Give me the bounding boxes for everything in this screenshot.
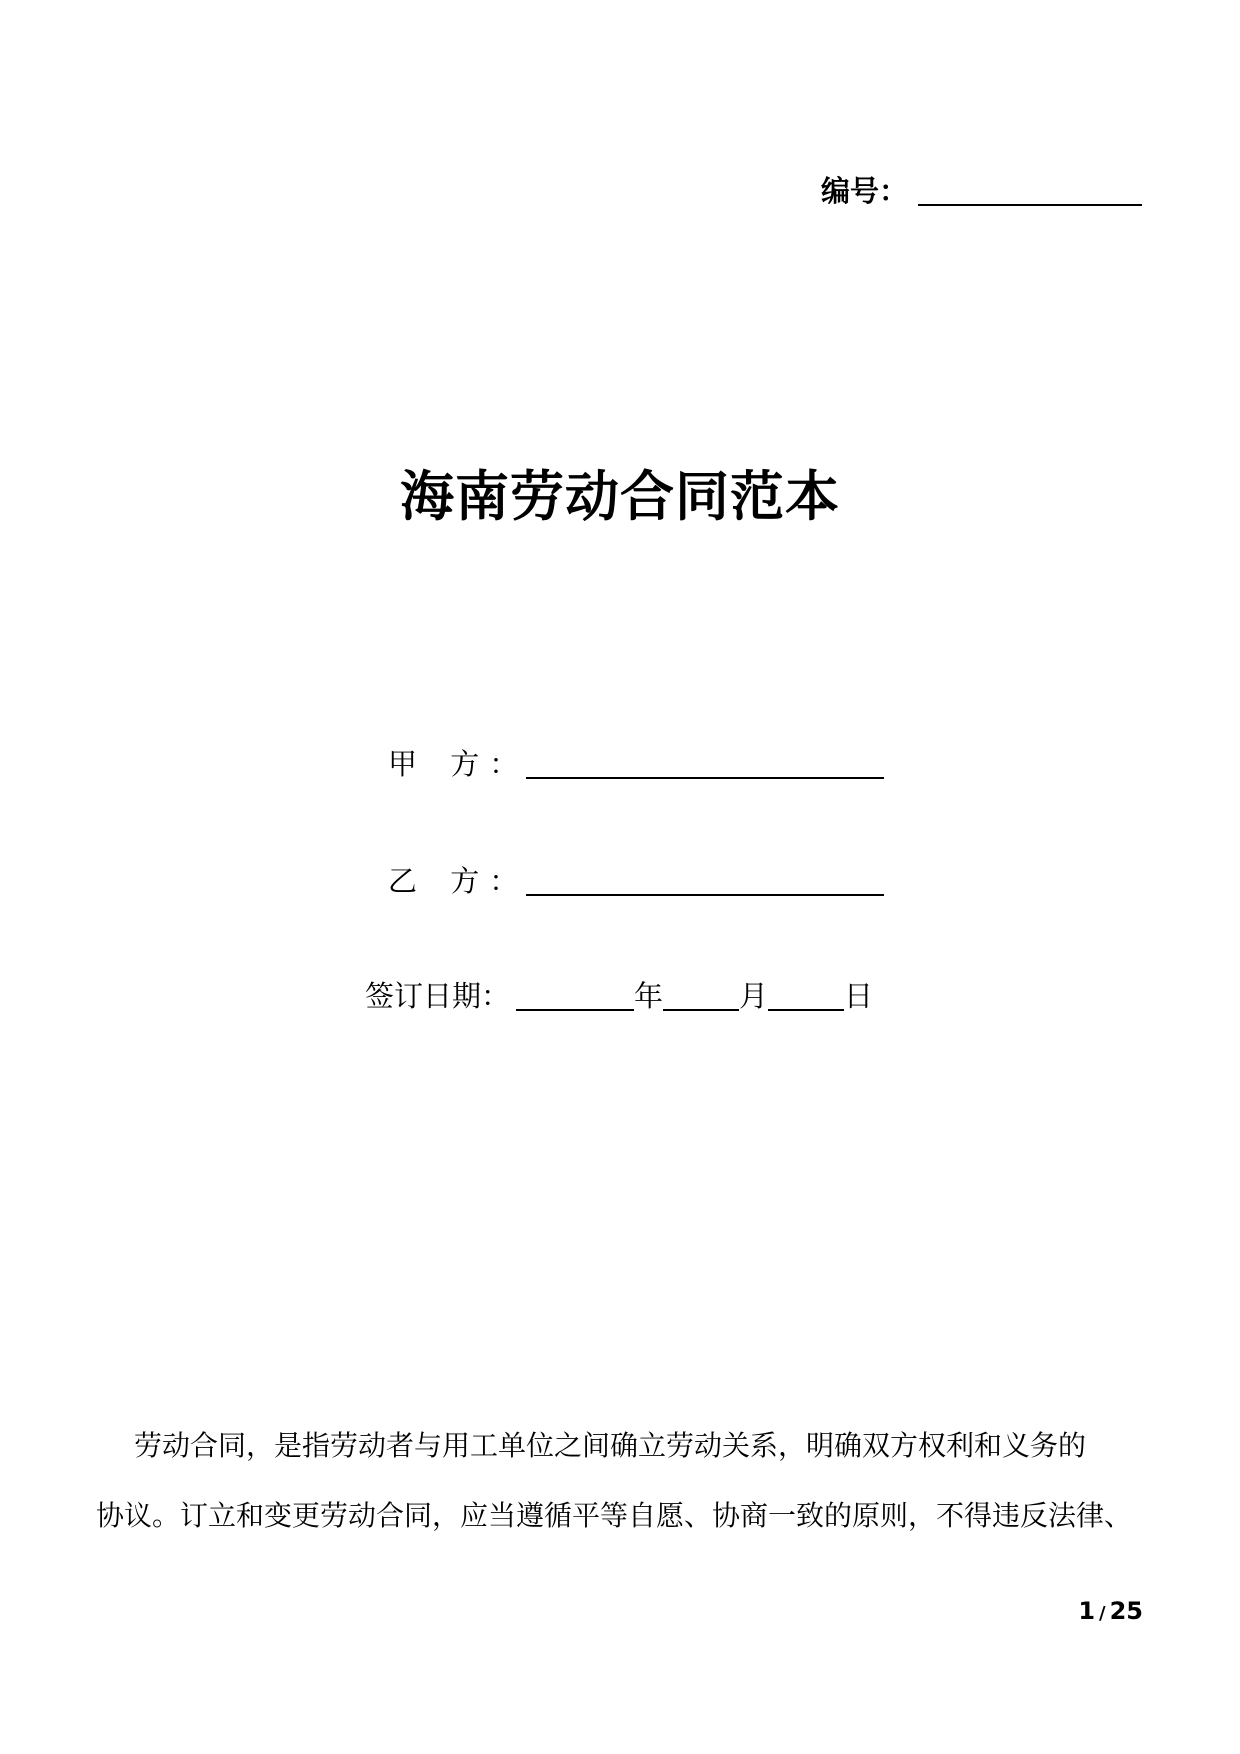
party-b-field — [388, 866, 884, 896]
party-b-colon: ： — [489, 864, 519, 898]
serial-number-blank[interactable] — [918, 176, 1142, 206]
intro-line-1: 劳动合同，是指劳动者与用工单位之间确立劳动关系，明确双方权利和义务的 — [134, 1429, 1087, 1462]
party-a-blank[interactable] — [526, 749, 884, 779]
page-current: 1 — [1078, 1597, 1096, 1625]
sign-day-unit: 日 — [844, 979, 874, 1013]
sign-year-unit: 年 — [634, 979, 664, 1013]
page-total: 25 — [1109, 1597, 1143, 1625]
serial-number-label: 编号： — [820, 174, 908, 208]
party-a-label: 甲 方 — [388, 747, 492, 781]
party-a-field — [388, 749, 884, 779]
party-b-label: 乙 方 — [388, 864, 492, 898]
page-separator: / — [1099, 1603, 1106, 1624]
sign-date-field — [365, 981, 873, 1011]
document-title: 海南劳动合同范本 — [400, 465, 840, 528]
intro-line-2: 协议。订立和变更劳动合同，应当遵循平等自愿、协商一致的原则，不得违反法律、 — [96, 1499, 1133, 1532]
serial-number-field — [821, 176, 1142, 206]
party-b-blank[interactable] — [526, 866, 884, 896]
party-a-colon: ： — [489, 747, 519, 781]
sign-month-unit: 月 — [739, 979, 769, 1013]
intro-paragraph — [96, 1429, 1146, 1532]
sign-month-blank[interactable] — [663, 981, 739, 1011]
sign-day-blank[interactable] — [768, 981, 844, 1011]
sign-date-label: 签订日期： — [365, 979, 511, 1013]
page-number — [1078, 1599, 1143, 1623]
sign-year-blank[interactable] — [516, 981, 634, 1011]
